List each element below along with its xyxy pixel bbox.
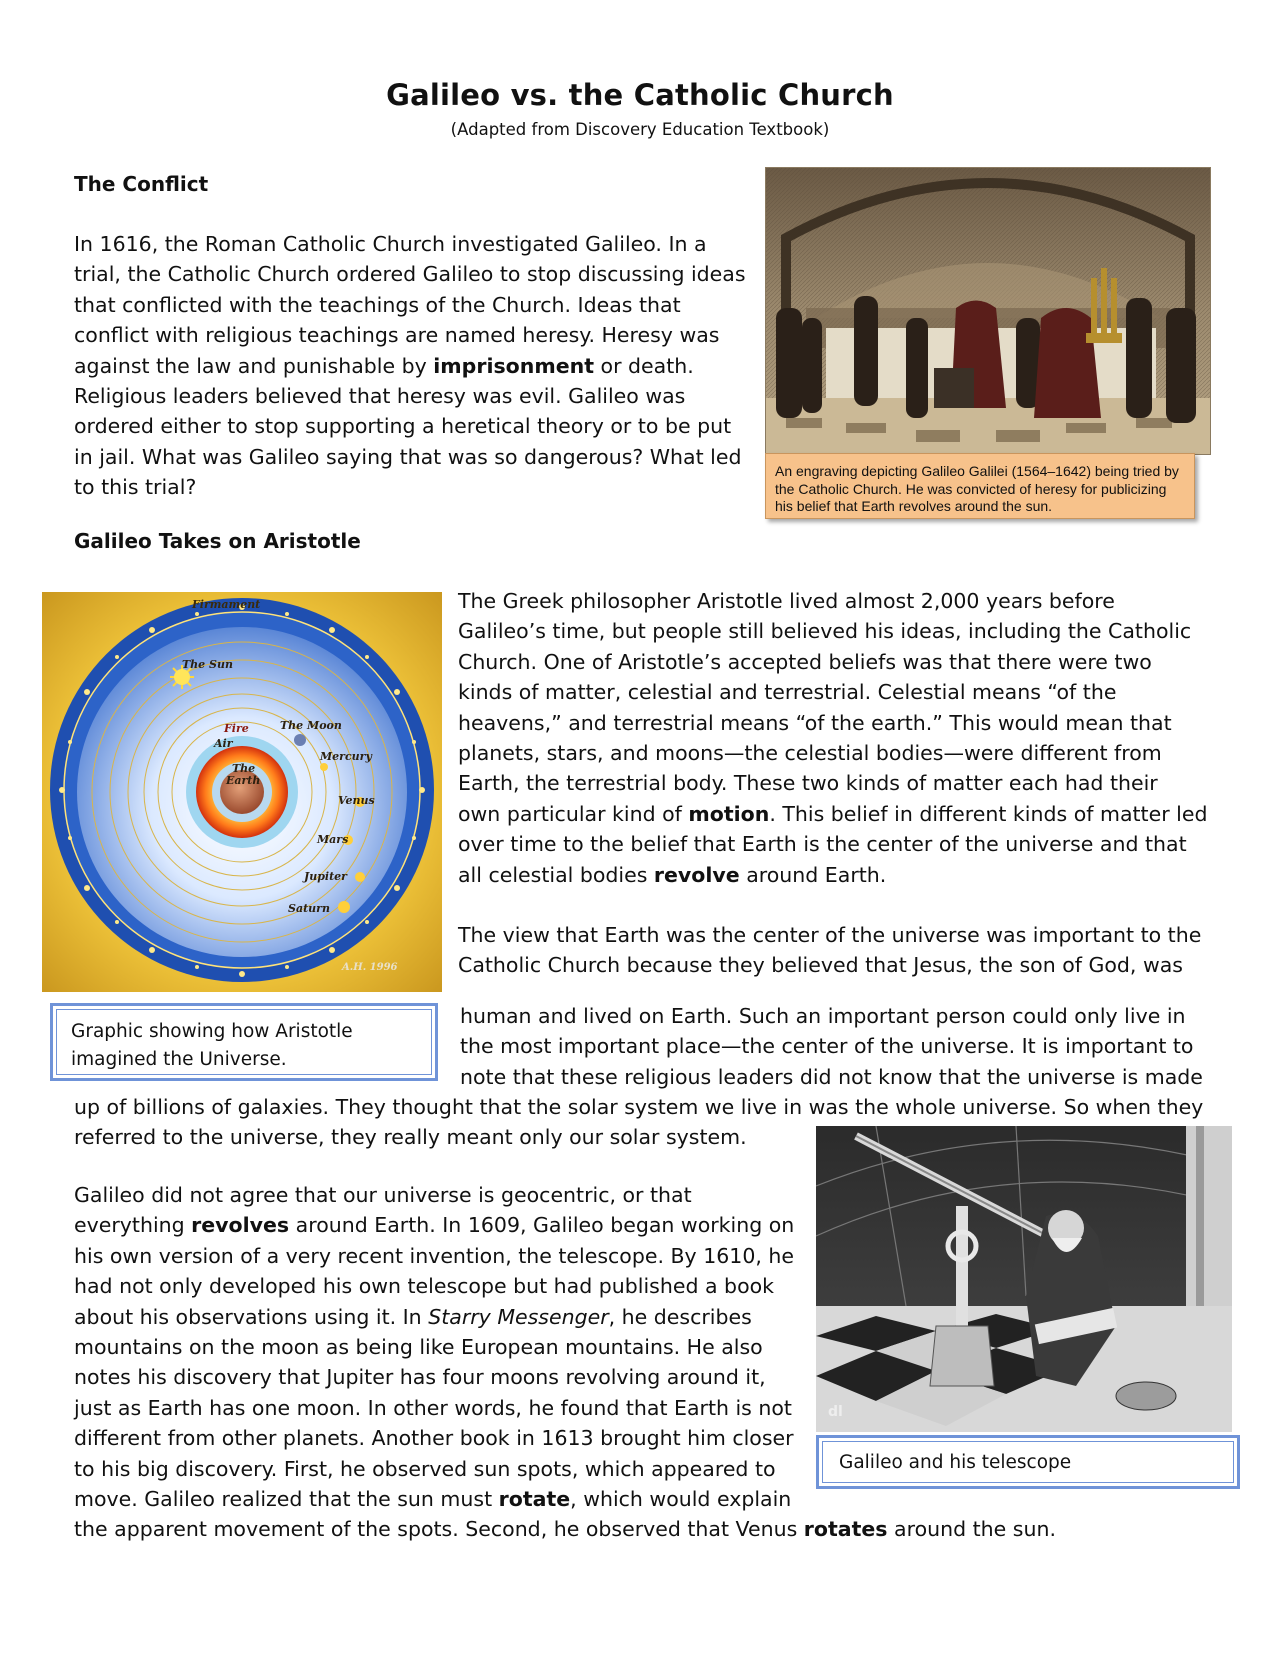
text-line: own particular kind of motion. This belief in different kinds of matter led bbox=[458, 801, 1208, 826]
text-line: planets, stars, and moons—the celestial bodies—were different from bbox=[458, 741, 1162, 766]
text-line: Earth, the terrestrial body. These two kinds of matter each had their bbox=[458, 771, 1158, 796]
bold-term-revolves: revolves bbox=[191, 1213, 290, 1238]
heading-galileo-takes-on-aristotle: Galileo Takes on Aristotle bbox=[74, 529, 361, 553]
text-line: the most important place—the center of the universe. It is important to bbox=[460, 1034, 1194, 1059]
document-title: Galileo vs. the Catholic Church bbox=[386, 78, 894, 112]
label-jupiter: Jupiter bbox=[304, 870, 347, 883]
conflict-paragraph bbox=[74, 229, 746, 503]
bold-term-motion: motion bbox=[688, 801, 770, 826]
text-line: all celestial bodies revolve around Earth. bbox=[458, 862, 887, 887]
label-air: Air bbox=[214, 737, 233, 750]
text-line: ordered either to stop supporting a heretical theory or to be put bbox=[74, 414, 732, 439]
label-mercury: Mercury bbox=[320, 750, 372, 763]
text-line: everything revolves around Earth. In 1609, Galileo began working on bbox=[74, 1213, 795, 1238]
text-line: his own version of a very recent invention, the telescope. By 1610, he bbox=[74, 1243, 795, 1268]
aristotle-paragraph-2b bbox=[460, 1001, 1203, 1092]
text-line: against the law and punishable by imprisonment or death. bbox=[74, 353, 694, 378]
text-line: In 1616, the Roman Catholic Church investigated Galileo. In a bbox=[74, 232, 707, 256]
text-line: over time to the belief that Earth is the center of the universe and that bbox=[458, 832, 1187, 857]
text-line: to his big discovery. First, he observed sun spots, which appeared to bbox=[74, 1456, 776, 1481]
text-line: referred to the universe, they really meant only our solar system. bbox=[74, 1125, 747, 1150]
label-moon: The Moon bbox=[280, 719, 342, 732]
text-line: note that these religious leaders did not know that the universe is made bbox=[460, 1064, 1203, 1089]
caption-line: imagined the Universe. bbox=[71, 1049, 287, 1070]
text-line: Galileo’s time, but people still believed his ideas, including the Catholic bbox=[458, 619, 1192, 644]
image-mark: dl bbox=[828, 1404, 843, 1420]
label-sun: The Sun bbox=[182, 658, 233, 671]
text-line: Church. One of Aristotle’s accepted beliefs was that there were two bbox=[458, 649, 1152, 674]
text-line: trial, the Catholic Church ordered Galileo to stop discussing ideas bbox=[74, 262, 746, 287]
text-line: up of billions of galaxies. They thought that the solar system we live in was the whole universe. So when they bbox=[74, 1095, 1204, 1119]
label-earth-1: The bbox=[232, 762, 256, 775]
text-line: about his observations using it. In Starry Messenger, he describes bbox=[74, 1304, 752, 1329]
text-line: had not only developed his own telescope but had published a book bbox=[74, 1274, 775, 1299]
text-line: different from other planets. Another book in 1613 brought him closer bbox=[74, 1426, 794, 1451]
text-line: move. Galileo realized that the sun must rotate, which would explain bbox=[74, 1487, 792, 1512]
text-line: The Greek philosopher Aristotle lived almost 2,000 years before bbox=[458, 589, 1115, 613]
aristotle-paragraph-3 bbox=[74, 1180, 1056, 1545]
aristotle-universe-graphic bbox=[42, 592, 442, 992]
telescope-caption: Galileo and his telescope bbox=[816, 1435, 1240, 1489]
aristotle-paragraph-2a bbox=[458, 920, 1201, 981]
text-line: Galileo did not agree that our universe is geocentric, or that bbox=[74, 1183, 692, 1207]
caption-line: Graphic showing how Aristotle bbox=[71, 1021, 353, 1042]
text-line: just as Earth has one moon. In other words, he found that Earth is not bbox=[74, 1395, 792, 1420]
heading-the-conflict: The Conflict bbox=[74, 172, 209, 196]
bold-term-imprisonment: imprisonment bbox=[433, 353, 595, 378]
label-firmament: Firmament bbox=[192, 598, 261, 611]
text-line: to this trial? bbox=[74, 475, 197, 500]
text-line: in jail. What was Galileo saying that was so dangerous? What led bbox=[74, 444, 742, 469]
text-line: the apparent movement of the spots. Second, he observed that Venus rotates around the sun. bbox=[74, 1517, 1056, 1542]
trial-engraving-caption: An engraving depicting Galileo Galilei (1564–1642) being tried by the Catholic Church. He was convicted of heresy for publicizing his belief that Earth revolves around the sun. bbox=[765, 453, 1195, 519]
document-subtitle: (Adapted from Discovery Education Textbook) bbox=[450, 120, 830, 139]
label-fire: Fire bbox=[224, 722, 249, 735]
text-line: notes his discovery that Jupiter has four moons revolving around it, bbox=[74, 1365, 766, 1390]
aristotle-paragraph-1 bbox=[458, 586, 1207, 890]
bold-term-rotate: rotate bbox=[498, 1487, 571, 1512]
text-line: Catholic Church because they believed that Jesus, the son of God, was bbox=[458, 953, 1183, 978]
text-line: heavens,” and terrestrial means “of the earth.” This would mean that bbox=[458, 710, 1172, 735]
italic-title-starry-messenger: Starry Messenger bbox=[428, 1304, 609, 1329]
text-line: kinds of matter, celestial and terrestrial. Celestial means “of the bbox=[458, 680, 1117, 705]
text-line: that conflicted with the teachings of the Church. Ideas that bbox=[74, 292, 681, 317]
label-venus: Venus bbox=[338, 794, 375, 807]
text-line: human and lived on Earth. Such an important person could only live in bbox=[460, 1004, 1186, 1028]
bold-term-rotates: rotates bbox=[803, 1517, 888, 1542]
text-line: Religious leaders believed that heresy was evil. Galileo was bbox=[74, 384, 686, 409]
label-mars: Mars bbox=[317, 833, 349, 846]
text-line: mountains on the moon as being like European mountains. He also bbox=[74, 1335, 763, 1360]
universe-caption bbox=[50, 1003, 438, 1081]
label-signature: A.H. 1996 bbox=[342, 962, 398, 973]
bold-term-revolve: revolve bbox=[653, 862, 740, 887]
trial-engraving-image bbox=[765, 167, 1211, 455]
text-line: The view that Earth was the center of the universe was important to the bbox=[458, 923, 1202, 947]
text-line: conflict with religious teachings are named heresy. Heresy was bbox=[74, 323, 720, 348]
label-earth-2: Earth bbox=[226, 774, 261, 787]
label-saturn: Saturn bbox=[288, 902, 330, 915]
